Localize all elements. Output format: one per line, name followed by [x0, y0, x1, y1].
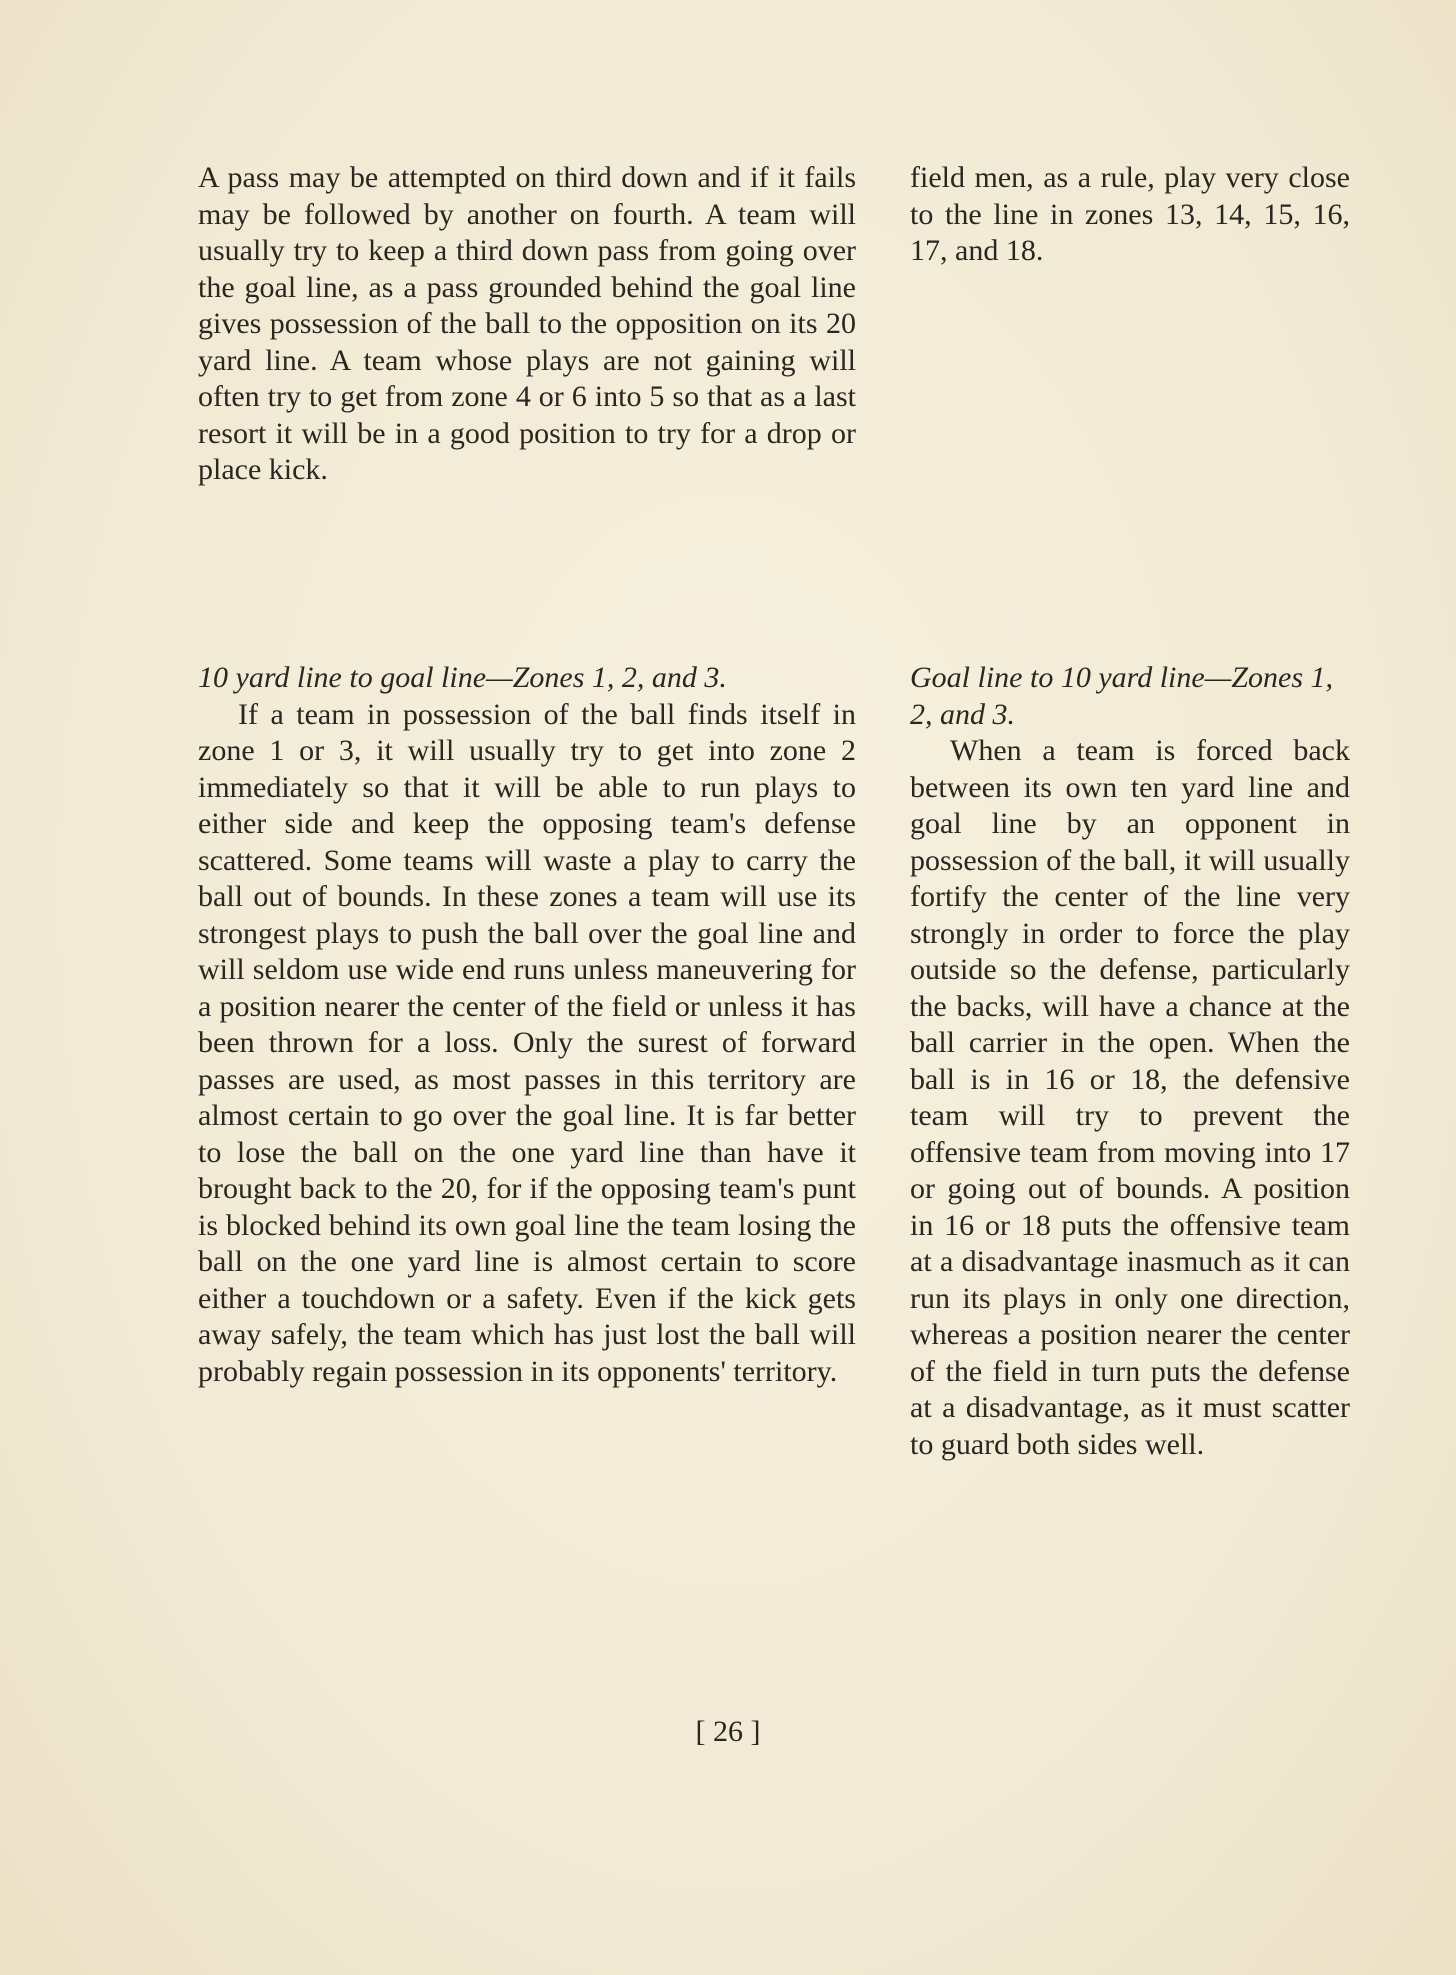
right-column-bottom — [910, 660, 1350, 1463]
paragraph-offense-near-goal: If a team in possession of the ball finds itself in zone 1 or 3, it will usually try to get into zone 2 immediately so that it will be able to run plays to either side and keep the opposing team's defense scattered. Some teams will waste a play to carry the ball out of bounds. In these zones a team will use its strongest plays to push the ball over the goal line and will seldom use wide end runs unless maneuvering for a position nearer the center of the field or unless it has been thrown for a loss. Only the surest of forward passes are used, as most passes in this territory are almost certain to go over the goal line. It is far better to lose the ball on the one yard line than have it brought back to the 20, for if the opposing team's punt is blocked behind its own goal line the team losing the ball on the one yard line is almost certain to score either a touchdown or a safety. Even if the kick gets away safely, the team which has just lost the ball will probably regain possession in its opponents' territory. — [198, 697, 856, 1388]
right-column-top — [910, 160, 1350, 270]
paragraph-defense-near-goal: When a team is forced back between its own ten yard line and goal line by an opponent in possession of the ball, it will usually fortify the center of the line very strongly in order to force the play outside so the defense, particularly the backs, will have a chance at the ball carrier in the open. When the ball is in 16 or 18, the defensive team will try to prevent the offensive team from moving into 17 or going out of bounds. A position in 16 or 18 puts the offensive team at a disadvantage inasmuch as it can run its plays in only one direction, whereas a position nearer the center of the field in turn puts the defense at a disadvantage, as it must scatter to guard both sides well. — [910, 734, 1350, 1461]
paragraph-pass-attempts: A pass may be attempted on third down and if it fails may be followed by another on fourth. A team will usually try to keep a third down pass from going over the goal line, as a pass grounded behind the goal line gives possession of the ball to the opposition on its 20 yard line. A team whose plays are not gaining will often try to get from zone 4 or 6 into 5 so that as a last resort it will be in a good position to try for a drop or place kick. — [198, 161, 856, 486]
section-heading-goal-to-ten-yard: Goal line to 10 yard line—Zones 1, 2, and 3. — [910, 661, 1334, 731]
page-number: [ 26 ] — [695, 1715, 761, 1748]
left-column-top — [198, 160, 856, 489]
section-heading-ten-yard-to-goal: 10 yard line to goal line—Zones 1, 2, and 3. — [198, 661, 727, 694]
paragraph-field-men: field men, as a rule, play very close to the line in zones 13, 14, 15, 16, 17, and 18. — [910, 161, 1350, 267]
left-column-bottom — [198, 660, 856, 1390]
